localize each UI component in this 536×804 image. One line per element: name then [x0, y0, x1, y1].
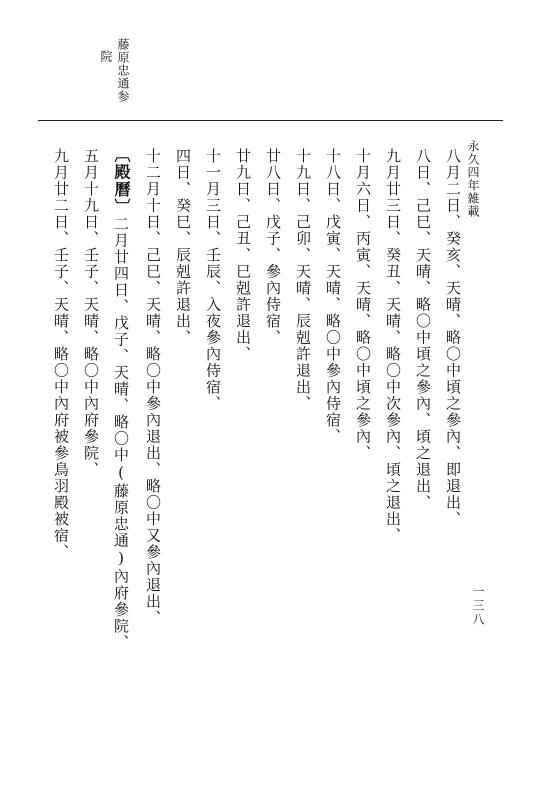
text-line: 八月二日、癸亥、天晴、略〇中頃之參內、即退出、: [444, 148, 462, 528]
page-number: 一三八: [471, 585, 485, 627]
text-line: 十八日、戊寅、天晴、略〇中參內侍宿、: [324, 148, 342, 445]
tagged-text-line: [113, 146, 129, 651]
header-rule: [38, 120, 503, 121]
text-line: 廿九日、己丑、巳剋許退出、: [234, 148, 252, 363]
tagged-entry-text: 二月廿四日、戊子、天晴、略〇中(藤原忠通)內府參院、: [112, 216, 130, 651]
text-line: 五月十九日、壬子、天晴、略〇中內府參院、: [82, 148, 100, 478]
text-line: 九月廿二日、壬子、天晴、略〇中內府被參鳥羽殿被宿、: [52, 148, 70, 561]
source-tag: 〔殿曆〕: [112, 146, 131, 216]
text-line: 十二月十日、己巳、天晴、略〇中參內退出、略〇中又參內退出、: [144, 148, 162, 627]
text-line: 十月六日、丙寅、天晴、略〇中頃之參內、: [354, 148, 372, 462]
text-line: 八日、己巳、天晴、略〇中頃之參內、頃之退出、: [414, 148, 432, 511]
header-note-col2: 院: [99, 50, 113, 63]
text-line: 九月廿三日、癸丑、天晴、略〇中次參內、頃之退出、: [384, 148, 402, 544]
text-line: 廿八日、戊子、參內侍宿、: [264, 148, 282, 346]
running-header: 永久四年雑載: [466, 140, 480, 218]
text-line: 十九日、己卯、天晴、辰剋許退出、: [294, 148, 312, 412]
text-line: 四日、癸巳、辰剋許退出、: [174, 148, 192, 346]
text-line: 十一月三日、壬辰、入夜參內侍宿、: [204, 148, 222, 412]
header-note-col1: 藤原忠通参: [116, 38, 130, 103]
